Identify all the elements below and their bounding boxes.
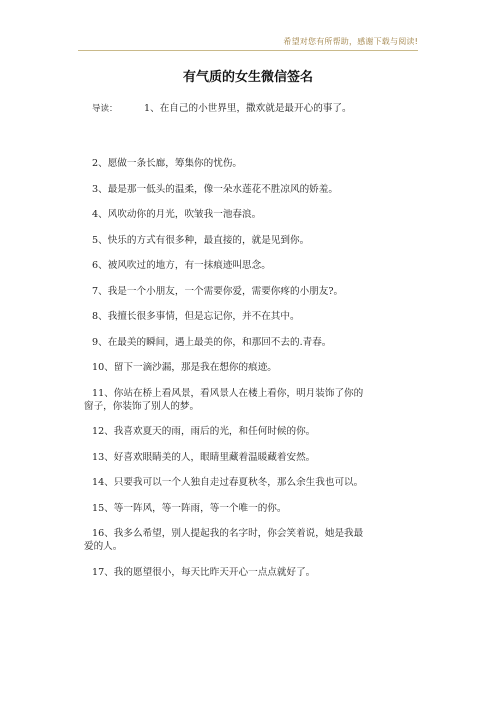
list-item: [92, 566, 432, 579]
list-item: [92, 208, 432, 221]
item-text: 4、风吹动你的月光，吹皱我一池春浪。: [92, 209, 262, 220]
item-text: 15、等一阵风，等一阵雨，等一个唯一的你。: [92, 502, 287, 514]
item-text: 7、我是一个小朋友，一个需要你爱，需要你疼的小朋友?。: [92, 285, 344, 297]
list-item: [92, 476, 432, 489]
item-text: 14、只要我可以一个人独自走过春夏秋冬，那么余生我也可以。: [92, 477, 364, 488]
intro-label: 导读：: [92, 104, 118, 114]
item-text: 6、被风吹过的地方，有一抹痕迹叫思念。: [92, 260, 271, 271]
signature-list: [84, 157, 432, 591]
item-text: 10、留下一滴沙漏，那是我在想你的痕迹。: [92, 362, 277, 373]
item-text: 11、你站在桥上看风景，看风景人在楼上看你，明月装饰了你的: [92, 387, 364, 399]
list-item: [92, 234, 432, 247]
item-text: 9、在最美的瞬间，遇上最美的你，和那回不去的.青春。: [92, 336, 332, 348]
list-item: [92, 502, 432, 515]
item-text: 17、我的愿望很小，每天比昨天开心一点点就好了。: [92, 566, 316, 578]
list-item: [92, 183, 432, 196]
list-item: [92, 425, 432, 438]
item-text: 5、快乐的方式有很多种，最直接的，就是见到你。: [92, 234, 310, 246]
list-item: [92, 310, 432, 323]
item-text-continued: 爱的人。: [84, 541, 123, 552]
item-text-continued: 窗子，你装饰了别人的梦。: [84, 400, 200, 412]
item-text: 2、愿做一条长廊，筹集你的忧伤。: [92, 158, 243, 169]
list-item: [92, 336, 432, 349]
list-item: [84, 527, 432, 553]
item-text: 3、最是那一低头的温柔，像一朵水莲花不胜凉风的娇羞。: [92, 183, 338, 195]
item-text: 13、好喜欢眼睛美的人，眼睛里藏着温暖藏着安然。: [92, 451, 316, 463]
intro-text: 1、在自己的小世界里，撒欢就是最开心的事了。: [144, 103, 352, 114]
list-item: [92, 361, 432, 374]
list-item: [84, 387, 432, 413]
intro-line: [92, 100, 432, 114]
item-text: 16、我多么希望，别人提起我的名字时，你会笑着说，她是我最: [92, 528, 364, 539]
list-item: [92, 285, 432, 298]
item-text: 12、我喜欢夏天的雨，雨后的光，和任何时候的你。: [92, 426, 316, 437]
list-item: [92, 451, 432, 464]
list-item: [92, 259, 432, 272]
item-text: 8、我擅长很多事情，但是忘记你，并不在其中。: [92, 311, 300, 322]
list-item: [92, 157, 432, 170]
document-title: 有气质的女生微信签名: [182, 70, 313, 85]
header-note: 希望对您有所帮助，感谢下载与阅读!: [283, 37, 418, 46]
header-divider: [78, 50, 418, 51]
